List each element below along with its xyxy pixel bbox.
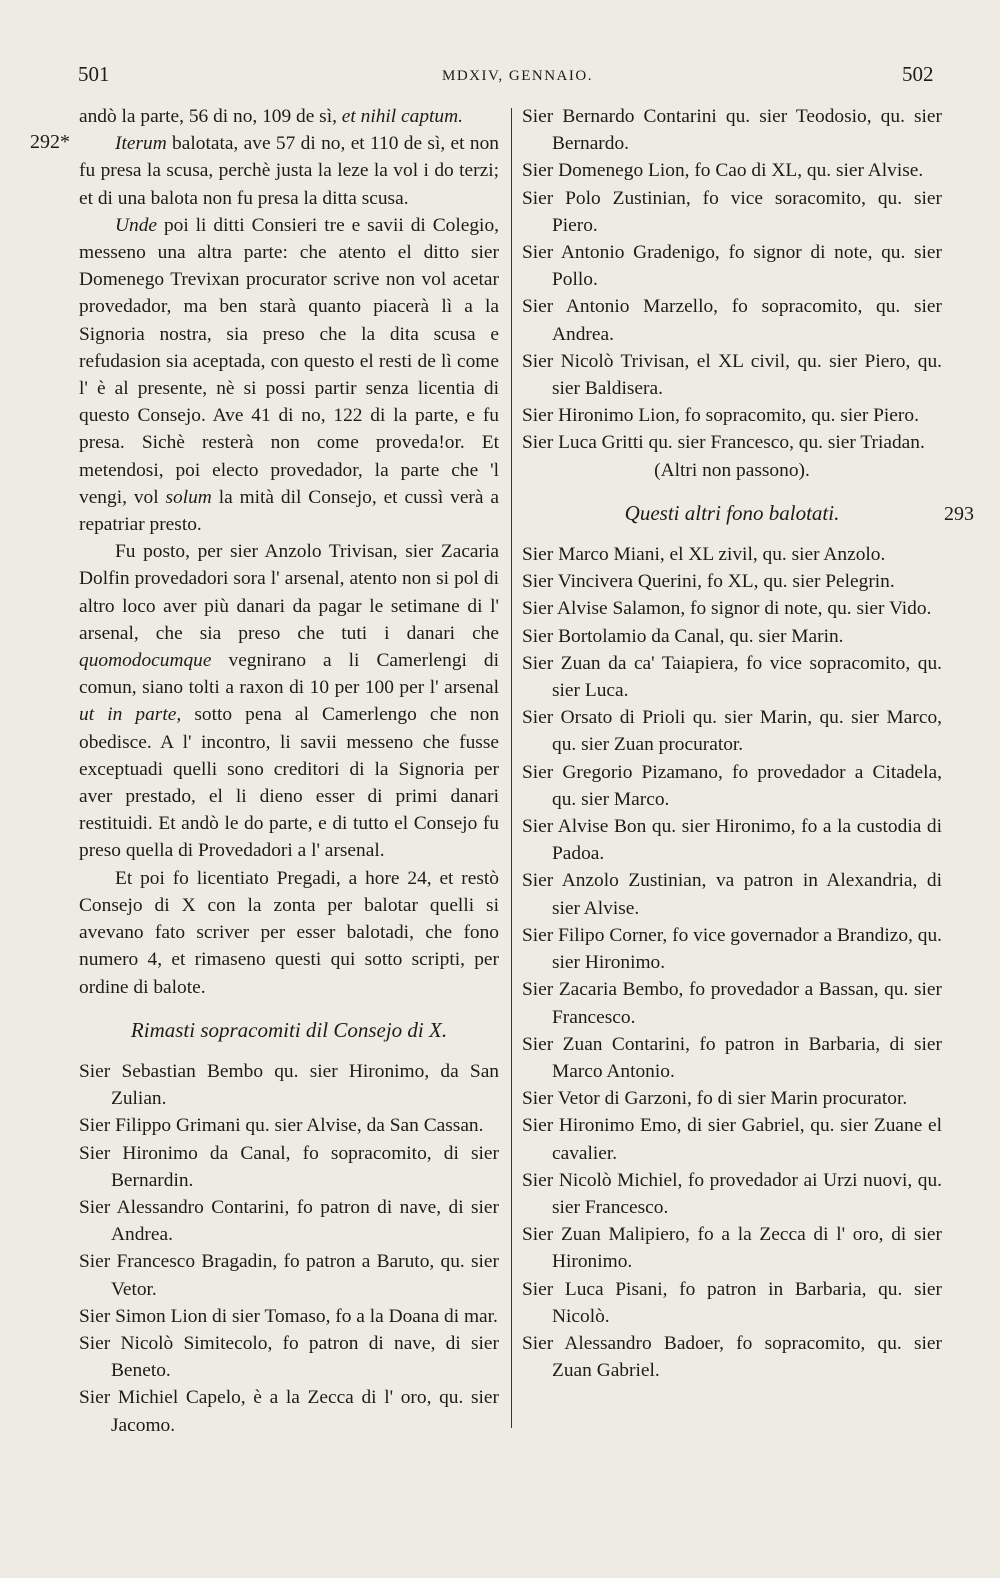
margin-number-left: 292* bbox=[30, 131, 70, 153]
list-item: Sier Zuan Malipiero, fo a la Zecca di l' oro, di sier Hironimo. bbox=[522, 1224, 942, 1273]
paragraph-5: Et poi fo licentiato Pregadi, a hore 24, et restò Consejo di X con la zonta per balotar quelli si avevano fato scriver per esser balotadi, che fono numero 4, et rimaseno questi qui sotto scripti, per ordine di balote. bbox=[79, 867, 499, 998]
list-item: Sier Nicolò Trivisan, el XL civil, qu. sier Piero, qu. sier Baldisera. bbox=[522, 350, 942, 400]
list-item: Sier Zacaria Bembo, fo provedador a Bassan, qu. sier Francesco. bbox=[522, 979, 942, 1028]
list-item: Sier Alessandro Contarini, fo patron di nave, di sier Andrea. bbox=[79, 1196, 499, 1246]
list-item: Sier Francesco Bragadin, fo patron a Baruto, qu. sier Vetor. bbox=[79, 1251, 499, 1300]
column-divider bbox=[511, 108, 512, 1428]
list-item: Sier Alessandro Badoer, fo sopracomito, qu. sier Zuan Gabriel. bbox=[522, 1332, 942, 1382]
list-item: Sier Gregorio Pizamano, fo provedador a Citadela, qu. sier Marco. bbox=[522, 761, 942, 810]
list-item: Sier Luca Pisani, fo patron in Barbaria, qu. sier Nicolò. bbox=[522, 1278, 942, 1327]
list-item: Sier Orsato di Prioli qu. sier Marin, qu. sier Marco, qu. sier Zuan procurator. bbox=[522, 707, 942, 756]
list-item: Sier Zuan da ca' Taiapiera, fo vice sopracomito, qu. sier Luca. bbox=[522, 652, 942, 702]
list-item: Sier Antonio Gradenigo, fo signor di note, qu. sier Pollo. bbox=[522, 242, 942, 291]
list-item: Sier Polo Zustinian, fo vice soracomito, qu. sier Piero. bbox=[522, 187, 942, 236]
list-item: Sier Simon Lion di sier Tomaso, fo a la Doana di mar. bbox=[79, 1305, 498, 1327]
list-item: Sier Bernardo Contarini qu. sier Teodosio, qu. sier Bernardo. bbox=[522, 106, 942, 155]
list-item: Sier Filipo Corner, fo vice governador a Brandizo, qu. sier Hironimo. bbox=[522, 924, 942, 974]
running-header: MDXIV, GENNAIO. bbox=[442, 68, 593, 84]
list-item: Sier Bortolamio da Canal, qu. sier Marin. bbox=[522, 625, 844, 647]
list-item: Sier Marco Miani, el XL zivil, qu. sier Anzolo. bbox=[522, 544, 886, 566]
list-item: Sier Alvise Bon qu. sier Hironimo, fo a la custodia di Padoa. bbox=[522, 816, 942, 865]
list-item: Sier Nicolò Simitecolo, fo patron di nave, di sier Beneto. bbox=[79, 1332, 499, 1382]
note-altri: (Altri non passono). bbox=[654, 459, 810, 481]
paragraph-1: andò la parte, 56 di no, 109 de sì, et nihil captum. bbox=[79, 106, 463, 127]
list-item: Sier Filippo Grimani qu. sier Alvise, da San Cassan. bbox=[79, 1115, 484, 1137]
list-item: Sier Zuan Contarini, fo patron in Barbaria, di sier Marco Antonio. bbox=[522, 1033, 942, 1082]
list-item: Sier Vincivera Querini, fo XL, qu. sier Pelegrin. bbox=[522, 571, 895, 593]
right-page-number: 502 bbox=[902, 62, 934, 86]
paragraph-4: Fu posto, per sier Anzolo Trivisan, sier Zacaria Dolfin provedadori sora l' arsenal, atento non si pol di altro loco aver più danari da pagar le setimane di l' arsenal, che sia preso che tuti i danari che quomodocumque vegnirano a li Camerlengi di comun, siano tolti a raxon di 10 per 100 per l' arsenal ut in parte, sotto pena al Camerlengo che non obedisce. A l' incontro, li savii messeno che fusse exceptuadi quelli sono creditori di la Signoria per aver prestado, el li dieno esser di primi danari restituidi. Et andò le do parte, e di tutto el Consejo fu preso quella di Provedadori a l' arsenal. bbox=[79, 541, 500, 862]
list-item: Sier Alvise Salamon, fo signor di note, qu. sier Vido. bbox=[522, 598, 932, 620]
list-item: Sier Michiel Capelo, è a la Zecca di l' oro, qu. sier Jacomo. bbox=[79, 1387, 499, 1436]
list-item: Sier Antonio Marzello, fo sopracomito, qu. sier Andrea. bbox=[522, 296, 942, 345]
list-item: Sier Nicolò Michiel, fo provedador ai Urzi nuovi, qu. sier Francesco. bbox=[522, 1169, 942, 1218]
list-item: Sier Hironimo da Canal, fo sopracomito, di sier Bernardin. bbox=[79, 1142, 499, 1191]
right-column bbox=[522, 103, 942, 1384]
list-item: Sier Hironimo Lion, fo sopracomito, qu. sier Piero. bbox=[522, 405, 919, 427]
paragraph-2: Iterum balotata, ave 57 di no, et 110 de sì, et non fu presa la scusa, perchè justa la leze la vol i do terzi; et di una balota non fu presa la ditta scusa. bbox=[79, 133, 499, 209]
margin-number-right: 293 bbox=[944, 503, 974, 525]
list-item: Sier Domenego Lion, fo Cao di XL, qu. sier Alvise. bbox=[522, 160, 924, 182]
paragraph-3: Unde poi li ditti Consieri tre e savii di Colegio, messeno una altra parte: che atento el ditto sier Domenego Trevixan procurator scrive non vol acetar provedador, ma ben starà quanto piacerà lì a la Signoria nostra, sia preso che la dita scusa e refudasion sia aceptada, con questo el resti de lì come l' è al presente, nè si possi partir senza licentia di questo Consejo. Ave 41 di no, 122 di la parte, e fu presa. Sichè resterà non come proveda!or. Et metendosi, poi electo provedador, la parte che 'l vengi, vol solum la mità dil Consejo, et cussì verà a repatriar presto. bbox=[79, 214, 499, 536]
section-title-rimasti: Rimasti sopracomiti dil Consejo di X. bbox=[130, 1017, 448, 1042]
list-item: Sier Vetor di Garzoni, fo di sier Marin procurator. bbox=[522, 1088, 908, 1110]
left-column bbox=[79, 103, 499, 1439]
list-item: Sier Luca Gritti qu. sier Francesco, qu. sier Triadan. bbox=[522, 432, 925, 454]
list-item: Sier Sebastian Bembo qu. sier Hironimo, da San Zulian. bbox=[79, 1060, 499, 1110]
list-item: Sier Hironimo Emo, di sier Gabriel, qu. sier Zuane el cavalier. bbox=[522, 1115, 942, 1164]
list-item: Sier Anzolo Zustinian, va patron in Alexandria, di sier Alvise. bbox=[522, 870, 942, 919]
section-title-balotati: Questi altri fono balotati. bbox=[624, 500, 840, 525]
left-page-number: 501 bbox=[78, 62, 110, 86]
